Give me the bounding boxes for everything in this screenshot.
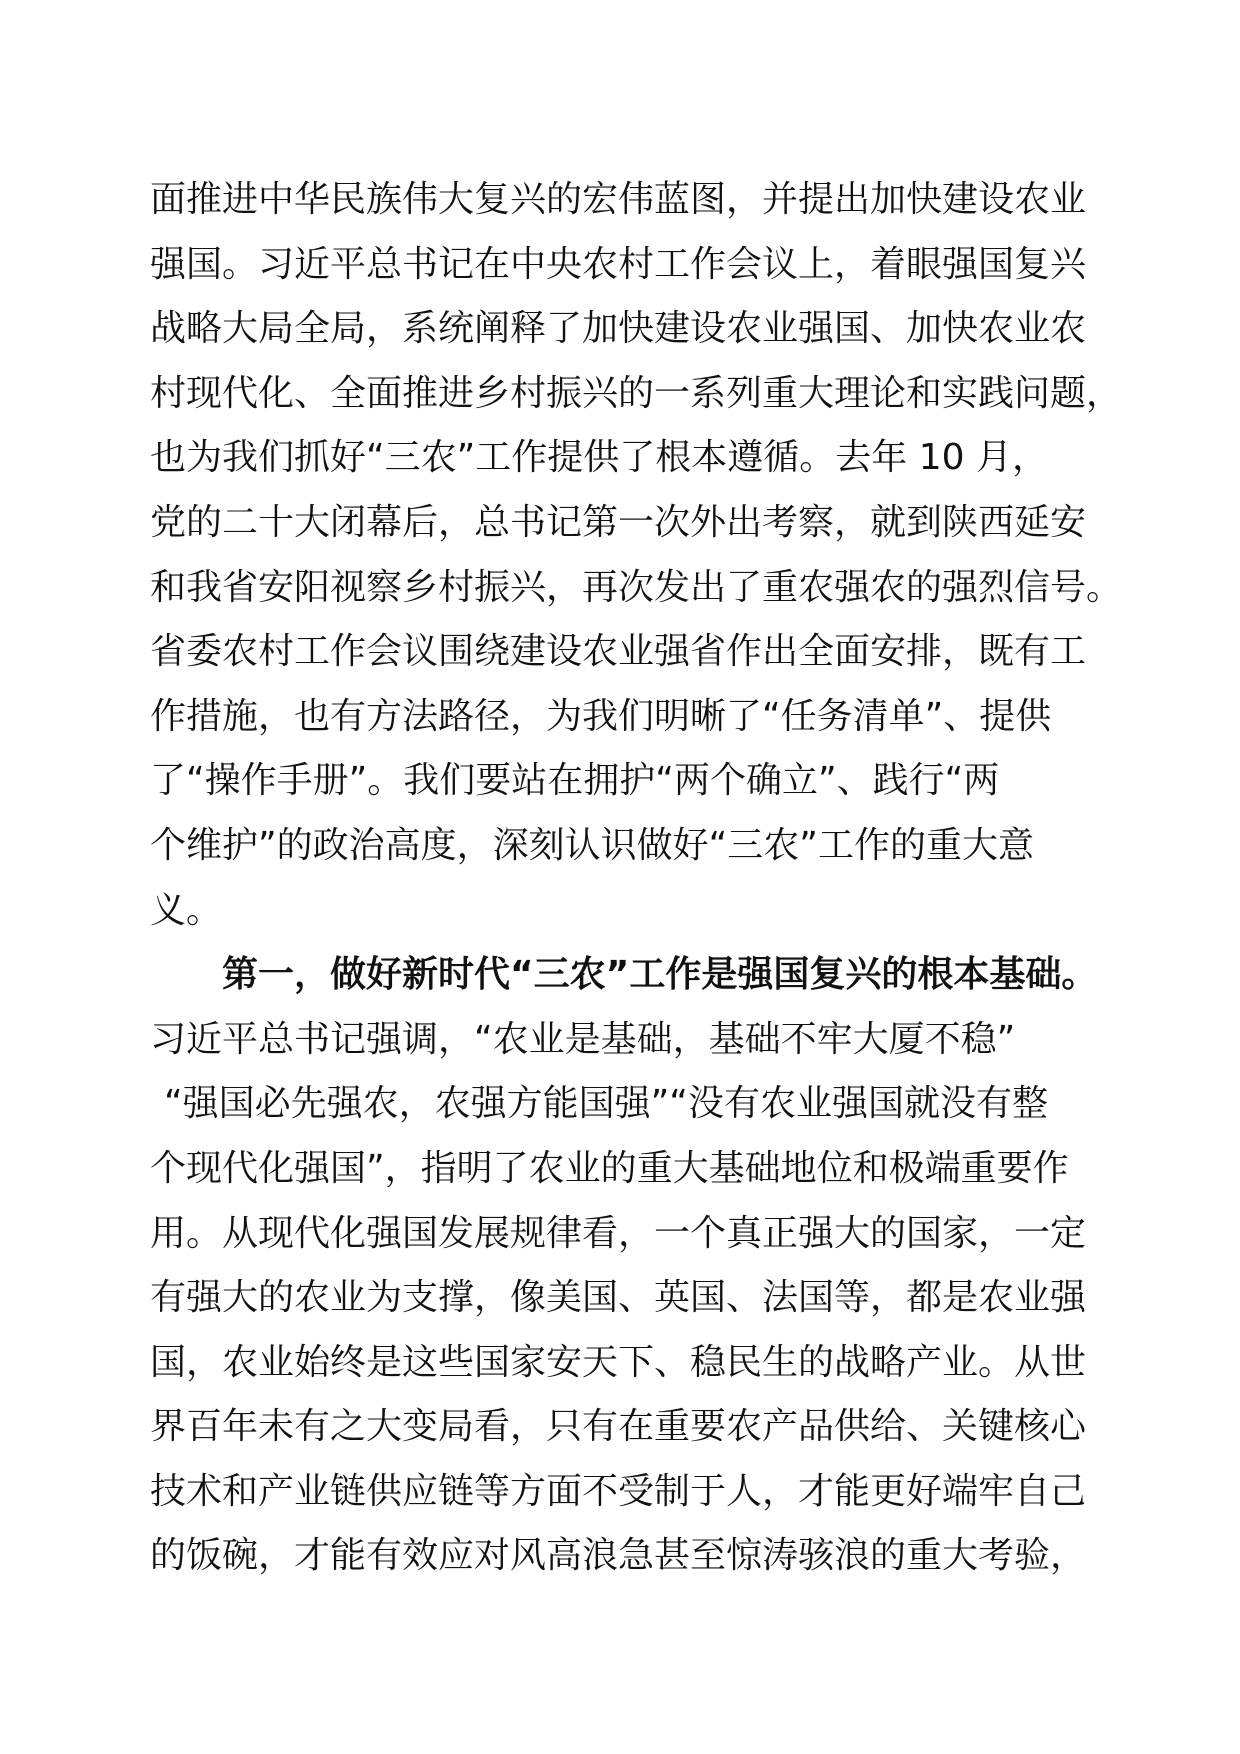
text-line: 战略大局全局，系统阐释了加快建设农业强国、加快农业农 (150, 308, 1087, 350)
body-text (150, 168, 1130, 1589)
text-line: 面推进中华民族伟大复兴的宏伟蓝图，并提出加快建设农业 (150, 179, 1087, 220)
section-heading: 第一，做好新时代“三农”工作是强国复兴的根本基础。 (222, 954, 1098, 996)
text-line: 义。 (150, 889, 223, 931)
text-line: 村现代化、全面推进乡村振兴的一系列重大理论和实践问题， (150, 372, 1123, 414)
text-line: 技术和产业链供应链等方面不受制于人，才能更好端牢自己 (150, 1470, 1087, 1512)
text-line: 个维护”的政治高度，深刻认识做好“三农”工作的重大意 (150, 824, 1034, 866)
text-line: 强国。习近平总书记在中央农村工作会议上，着眼强国复兴 (150, 243, 1087, 285)
text-line: 国，农业始终是这些国家安天下、稳民生的战略产业。从世 (150, 1341, 1087, 1383)
text-line: 和我省安阳视察乡村振兴，再次发出了重农强农的强烈信号。 (150, 566, 1123, 608)
text-line: 界百年未有之大变局看，只有在重要农产品供给、关键核心 (150, 1406, 1087, 1448)
text-line: “强国必先强农，农强方能国强”“没有农业强国就没有整 (164, 1083, 1048, 1125)
text-line: 党的二十大闭幕后，总书记第一次外出考察，就到陕西延安 (150, 501, 1087, 543)
text-line: 省委农村工作会议围绕建设农业强省作出全面安排，既有工 (150, 631, 1087, 673)
text-line: 有强大的农业为支撑，像美国、英国、法国等，都是农业强 (150, 1277, 1087, 1319)
text-line: 习近平总书记强调，“农业是基础，基础不牢大厦不稳” (150, 1018, 1016, 1060)
text-line: 的饭碗，才能有效应对风高浪急甚至惊涛骇浪的重大考验， (150, 1535, 1087, 1577)
text-line: 用。从现代化强国发展规律看，一个真正强大的国家，一定 (150, 1212, 1087, 1254)
text-line: 了“操作手册”。我们要站在拥护“两个确立”、践行“两 (150, 760, 1000, 802)
text-line: 作措施，也有方法路径，为我们明晰了“任务清单”、提供 (150, 695, 1052, 737)
text-line: 也为我们抓好“三农”工作提供了根本遵循。去年 10 月， (150, 437, 1048, 479)
text-line: 个现代化强国”，指明了农业的重大基础地位和极端重要作 (150, 1147, 1069, 1189)
